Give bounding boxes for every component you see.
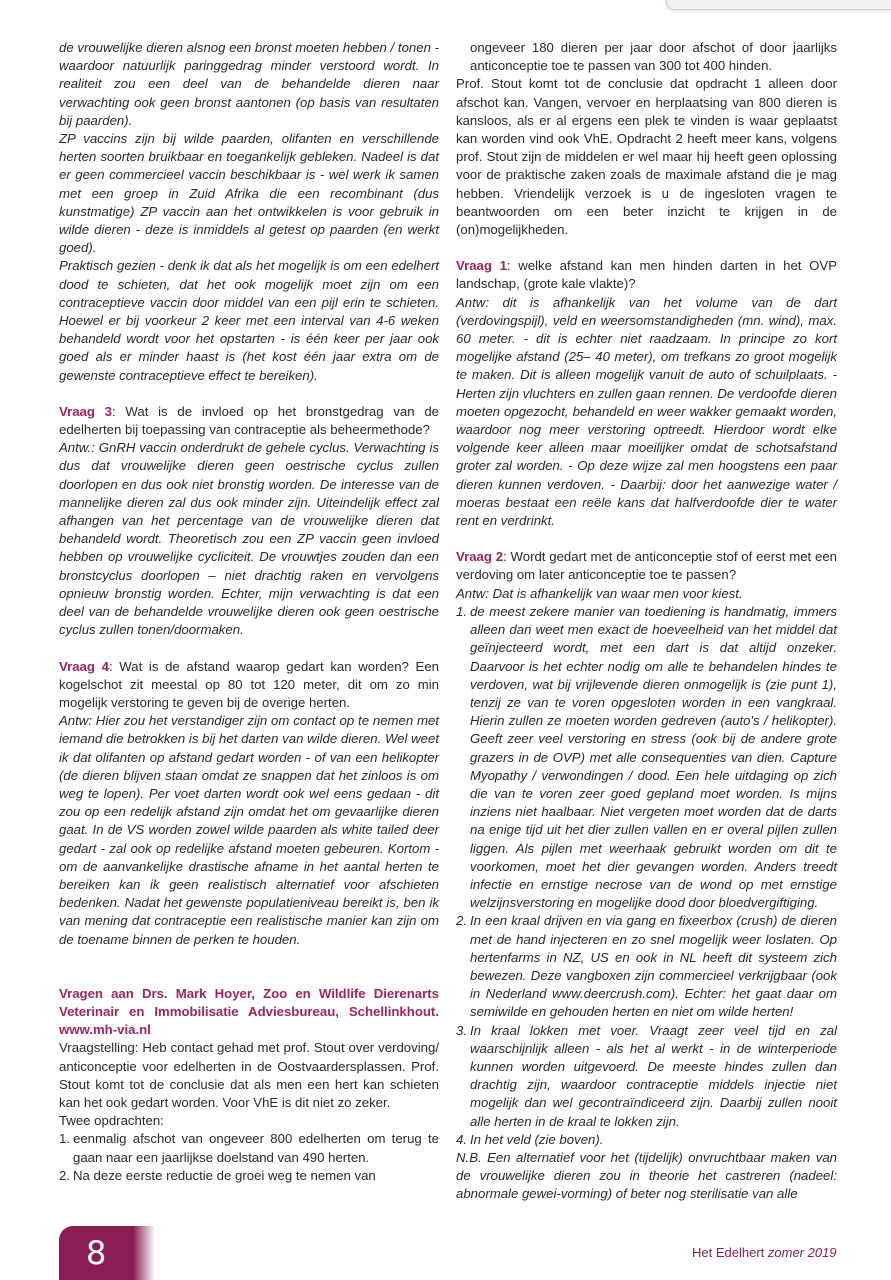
list-continuation: ongeveer 180 dieren per jaar door afschot of door jaarlijks anticonceptie toe te passen van 300 tot 400 hinden. (470, 40, 837, 74)
answer-4: Antw: Hier zou het verstandiger zijn om contact op te nemen met iemand die betrokken is bij het darten van wilde dieren. Wel weet ik dat olifanten op afstand gedart worden - of van een helikopter (de dieren blijven staan omdat ze snappen dat het zinloos is om weg te lopen). Per voet darten wordt ook wel eens gedaan - dit zou op een redelijk afstand zijn omdat het om gevaarlijke dieren gaat. In de VS worden zowel wilde paarden als white tailed deer gedart - zal ook op redelijke afstand moeten gebeuren. Kortom - om de aanvankelijke drastische afname in het aantal herten te bereiken kan ik geen realistisch alternatief voor afschieten bedenken. Nadat het gewenste populatieniveau bereikt is, ben ik van mening dat contraceptie een realistische manier kan zijn om de toename binnen de perken te houden. (59, 713, 439, 947)
list-item: 3. In kraal lokken met voer. Vraagt zeer veel tijd en zal waarschijnlijk alleen - als het al werkt - in de winterperiode kunnen worden uitgevoerd. De meeste hindes zullen dan drachtig zijn, waardoor contraceptie middels injectie niet mogelijk dan wel gecontraïndiceerd zijn. Daarbij zullen nooit alle herten in de kraal te lokken zijn. (456, 1022, 837, 1129)
left-column (59, 39, 439, 1185)
paragraph: Prof. Stout komt tot de conclusie dat opdracht 1 alleen door afschot kan. Vangen, vervoer en herplaatsing van 800 dieren is kansloos, als er al ergens een plek te vinden is waar geplaatst kan worden vind ook VhE. Opdracht 2 heeft meer kans, volgens prof. Stout zijn de middelen er wel maar hij heeft geen oplossing voor de praktische zaken zoals de maximale afstand die je mag hebben. Vriendelijk verzoek is u de ingesloten vragen te beantwoorden om een beter inzicht te krijgen in de (on)mogelijkheden. (456, 76, 837, 238)
intro-paragraph: Vraagstelling: Heb contact gehad met prof. Stout over verdoving/ anticonceptie voor edelherten in de Oostvaardersplassen. Prof. Stout komt tot de conclusie dat als men een hert kan schieten kan het ook gedart worden. Voor VhE is dit niet zo zeker. (59, 1040, 439, 1110)
question-text: : welke afstand kan men hinden darten in het OVP landschap, (grote kale vlakte)? (456, 258, 837, 292)
page-number: 8 (86, 1234, 107, 1272)
list-item: 2. In een kraal drijven en via gang en fixeerbox (crush) de dieren met de hand injecteren en zo snel mogelijk weer loslaten. Op hertenfarms in NZ, US en ook in NL heeft dit systeem zich bewezen. Deze vangboxen zijn commercieel verkrijgbaar (ook in Nederland www.deercrush.com). Echter: het gaat daar om semiwilde en gehouden herten en niet om wilde herten! (456, 913, 837, 1020)
note-paragraph: N.B. Een alternatief voor het (tijdelijk) onvruchtbaar maken van de vrouwelijke dieren zou in theorie het castreren (nadeel: abnormale gewei-vorming) of beter nog sterilisatie van alle (456, 1149, 837, 1202)
right-column (456, 39, 837, 1204)
question-label: Vraag 2 (456, 549, 504, 565)
question-text: : Wat is de invloed op het bronstgedrag van de edelherten bij toepassing van contraceptie als beheermethode? (59, 403, 439, 438)
tasks-label: Twee opdrachten: (59, 1113, 164, 1129)
section-heading: Vragen aan Drs. Mark Hoyer, Zoo en Wildlife Dierenarts Veterinair en Immobilisatie Adviesbureau, Schellinkhout. www.mh-via.nl (59, 985, 439, 1038)
list-item: 2. Na deze eerste reductie de groei weg te nemen van (59, 1167, 376, 1183)
list-item: 1. de meest zekere manier van toediening is handmatig, immers alleen dan weet men exact de hoeveelheid van het middel dat geïnjecteerd wordt, met een dart is dat altijd onzeker. Daarvoor is het echter nodig om alle te behandelen hindes te verdoven, wat bij vrijlevende dieren onmogelijk is (zie punt 1), tenzij ze van te voren opgesloten worden in een vangkraal. Hierin zullen ze moeten worden gedreven (auto's / helikopter). Geeft zeer veel verstoring en stress (ook bij de andere grote grazers in de OVP) met alle consequenties van dien. Capture Myopathy / verwondingen / dood. Een hele uitdaging op zich die van te voren zeer goed gepland moet worden. Is mijns inziens niet haalbaar. Niet vergeten moet worden dat de darts na enige tijd uit het dier zullen vallen en er overal pijlen zullen liggen. Als pijlen met weerhaak gebruikt worden om dit te voorkomen, moet het dier gevangen worden. Anders treedt infectie en ernstige necrose van de wond op met ernstige welzijnsverstoring en mogelijke dood door bloedvergiftiging. (456, 603, 837, 911)
paragraph: de vrouwelijke dieren alsnog een bronst moeten hebben / tonen - waardoor natuurlijk paringgedrag minder verstoord wordt. In realiteit zou een deel van de behandelde dieren naar verwachting ook geen bronst aantonen (op basis van resultaten bij paarden). (59, 40, 439, 128)
magazine-name: Het Edelhert zomer 2019 (692, 1245, 837, 1260)
question-text: : Wat is de afstand waarop gedart kan worden? Een kogelschot zit meestal op 80 tot 120 meter, dit om zo min mogelijk verstoring te geven bij de overige herten. (59, 658, 439, 710)
question-label: Vraag 1 (456, 258, 507, 274)
list-item: 4. In het veld (zie boven). (456, 1131, 604, 1147)
question-label: Vraag 3 (59, 403, 113, 419)
answer-1: Antw: dit is afhankelijk van het volume van de dart (verdovingspijl), veld en weersomstandigheden (mn. wind), max. 60 meter. - dit is echter niet raadzaam. In principe zo kort mogelijke afstand (25– 40 meter), om trefkans zo groot mogelijk te maken. Dit is alleen mogelijk vanuit de auto of schuilplaats. - Herten zijn vluchters en zullen gaan rennen. De verdoofde dieren moeten opgezocht, behandeld en weer wakker gemaakt worden, waardoor nog meer verstoring optreedt. Hierdoor wordt elke volgende keer alleen maar moeilijker omdat de schotsafstand groter zal worden. - Op deze wijze zal men hoogstens een paar dieren kunnen verdoven. - Daarbij: door het aanwezige water / moeras bestaat een reële kans dat halfverdoofde dier te water rent en verdrinkt. (456, 294, 837, 529)
question-2 (456, 548, 837, 584)
issue-season: zomer 2019 (767, 1245, 837, 1260)
answer-2-list (456, 603, 837, 1149)
question-text: : Wordt gedart met de anticonceptie stof of eerst met een verdoving om later anticonceptie toe te passen? (456, 549, 837, 583)
answer-3: Antw.: GnRH vaccin onderdrukt de gehele cyclus. Verwachting is dus dat vrouwelijke dieren geen oestrische cyclus zullen doorlopen en dus ook niet bronstig worden. De interesse van de mannelijke dieren zal dus ook minder zijn. Uiteindelijk effect zal afhangen van het percentage van de vrouwelijke dieren dat behandeld wordt. Theoretisch zou een ZP vaccin geen invloed hebben op vrouwelijke cycliciteit. De vrouwtjes zouden dan een bronstcyclus doorlopen – niet drachtig raken en vervolgens opnieuw bronstig worden. Echter, mijn verwachting is dat een deel van de behandelde vrouwelijke dieren ook geen oestrische cyclus zullen tonen/doormaken. (59, 440, 439, 638)
tasks-list (59, 1130, 439, 1185)
paragraph: Praktisch gezien - denk ik dat als het mogelijk is om een edelhert dood te schieten, dat het ook mogelijk moet zijn om een contraceptieve vaccin door middel van een pijl erin te schieten. Hoewel er bij voorkeur 2 keer met een interval van 4-6 weken behandeld wordt voor het opstarten - is één keer per jaar ook goed als er minder haast is (het kost één jaar extra om de gewenste contraceptieve effect te bereiken). (59, 258, 439, 383)
paragraph: ZP vaccins zijn bij wilde paarden, olifanten en verschillende herten soorten bruikbaar en toegankelijk gebleken. Nadeel is dat er geen commercieel vaccin beschikbaar is - wel werk ik samen met een groep in Zuid Afrika die een recombinant (dus kunstmatige) ZP vaccin aan het ontwikkelen is voor gebruik in wilde dieren - deze is inmiddels al getest op paarden (en werkt goed). (59, 131, 439, 256)
question-label: Vraag 4 (59, 658, 109, 674)
list-item: 1. eenmalig afschot van ongeveer 800 edelherten om terug te gaan naar een jaarlijkse doelstand van 490 herten. (59, 1131, 439, 1165)
question-1 (456, 257, 837, 293)
question-3 (59, 403, 439, 439)
question-4 (59, 658, 439, 713)
answer-2: Antw: Dat is afhankelijk van waar men voor kiest. (456, 585, 743, 601)
top-corner-tab (666, 0, 891, 10)
